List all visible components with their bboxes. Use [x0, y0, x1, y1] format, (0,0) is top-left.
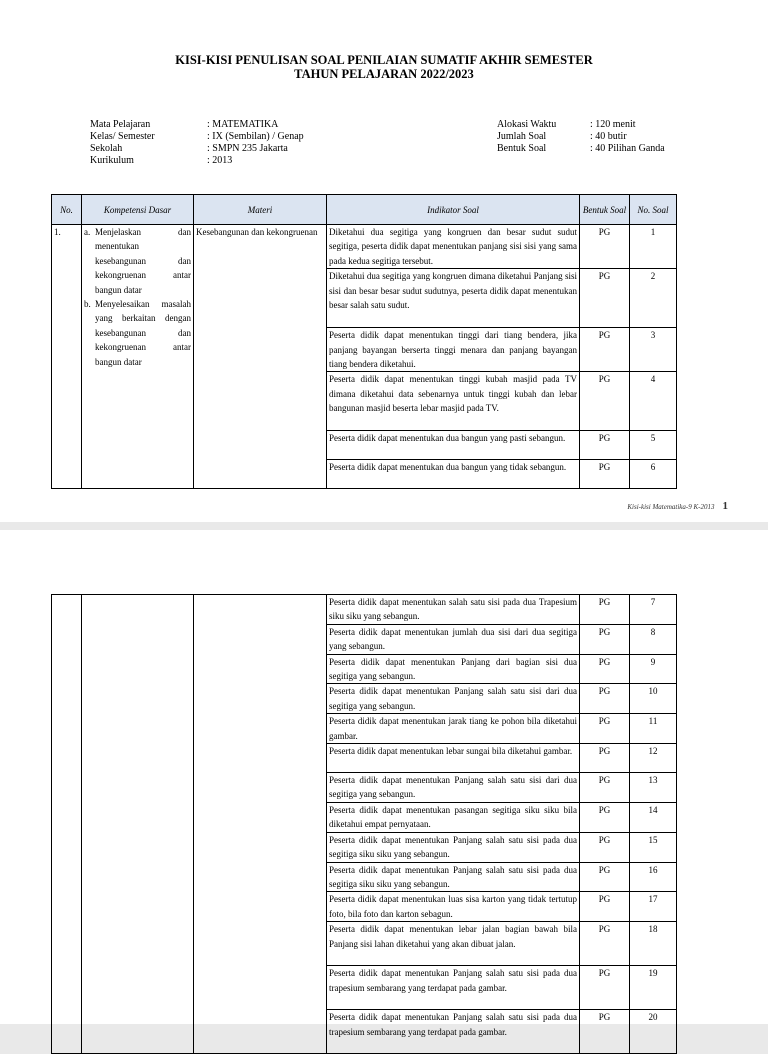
document-page-1 — [0, 0, 768, 522]
header-indikator-soal: Indikator Soal — [327, 195, 580, 225]
bentuk-soal-cell: PG — [580, 372, 630, 431]
info-value: : 2013 — [207, 155, 233, 166]
indikator-cell: Peserta didik dapat menentukan luas sisa karton yang tidak tertutup foto, bila foto dan karton sebagun. — [327, 892, 580, 922]
indikator-cell: Peserta didik dapat menentukan tinggi kubah masjid pada TV dimana diketahui data sebenarnya untuk tinggi kubah dan lebar bangunan masjid beserta lebar masjid pada TV. — [327, 372, 580, 431]
info-right — [497, 119, 665, 155]
info-label: Sekolah — [90, 143, 123, 154]
bentuk-soal-cell: PG — [580, 714, 630, 744]
materi-cell: Kesebangunan dan kekongruenan — [194, 225, 327, 489]
kompetensi-dasar-empty — [82, 595, 194, 1054]
header-materi: Materi — [194, 195, 327, 225]
indikator-cell: Peserta didik dapat menentukan Panjang salah satu sisi pada dua trapesium sembarang yang terdapat pada gambar. — [327, 1010, 580, 1054]
indikator-cell: Peserta didik dapat menentukan pasangan segitiga siku siku bila diketahui empat pernyataan. — [327, 802, 580, 832]
bentuk-soal-cell: PG — [580, 1010, 630, 1054]
no-soal-cell: 9 — [630, 654, 677, 684]
kompetensi-dasar-cell — [82, 225, 194, 489]
list-marker: b. — [84, 299, 91, 310]
no-soal-cell: 8 — [630, 624, 677, 654]
no-soal-cell: 5 — [630, 431, 677, 460]
indikator-cell: Peserta didik dapat menentukan lebar jalan bagian bawah bila Panjang sisi lahan diketahui yang akan dibuat jalan. — [327, 922, 580, 966]
bentuk-soal-cell: PG — [580, 922, 630, 966]
row-number-empty — [52, 595, 82, 1054]
no-soal-cell: 16 — [630, 862, 677, 892]
no-soal-cell: 12 — [630, 744, 677, 773]
no-soal-cell: 2 — [630, 269, 677, 328]
row-number: 1. — [52, 225, 82, 489]
indikator-cell: Peserta didik dapat menentukan jumlah dua sisi dari dua segitiga yang sebangun. — [327, 624, 580, 654]
bentuk-soal-cell: PG — [580, 654, 630, 684]
no-soal-cell: 10 — [630, 684, 677, 714]
info-value: : 120 menit — [590, 119, 636, 130]
bentuk-soal-cell: PG — [580, 595, 630, 625]
indikator-cell: Peserta didik dapat menentukan Panjang salah satu sisi pada dua trapesium sembarang yang terdapat pada gambar. — [327, 966, 580, 1010]
info-label: Bentuk Soal — [497, 143, 547, 154]
indikator-cell: Peserta didik dapat menentukan jarak tiang ke pohon bila diketahui gambar. — [327, 714, 580, 744]
bentuk-soal-cell: PG — [580, 892, 630, 922]
bentuk-soal-cell: PG — [580, 460, 630, 489]
header-kompetensi-dasar: Kompetensi Dasar — [82, 195, 194, 225]
info-label: Jumlah Soal — [497, 131, 547, 142]
indikator-cell: Peserta didik dapat menentukan tinggi dari tiang bendera, jika panjang bayangan berserta tinggi menara dan panjang bayangan tiang bendera diketahui. — [327, 328, 580, 372]
indikator-cell: Diketahui dua segitiga yang kongruen dimana diketahui Panjang sisi sisi dan besar besar sudut sudutnya, peserta didik dapat menentukan besar salah satu sudut. — [327, 269, 580, 328]
bentuk-soal-cell: PG — [580, 832, 630, 862]
bentuk-soal-cell: PG — [580, 225, 630, 269]
page-number: 1 — [722, 500, 728, 512]
no-soal-cell: 11 — [630, 714, 677, 744]
document-title: KISI-KISI PENULISAN SOAL PENILAIAN SUMATIF AKHIR SEMESTER — [175, 53, 593, 67]
no-soal-cell: 17 — [630, 892, 677, 922]
bentuk-soal-cell: PG — [580, 966, 630, 1010]
kisi-kisi-table — [51, 194, 677, 489]
list-marker: a. — [84, 227, 91, 237]
bentuk-soal-cell: PG — [580, 328, 630, 372]
info-value: : IX (Sembilan) / Genap — [207, 131, 304, 142]
bentuk-soal-cell: PG — [580, 773, 630, 803]
info-value: : 40 Pilihan Ganda — [590, 143, 665, 154]
indikator-cell: Peserta didik dapat menentukan Panjang dari bagian sisi dua segitiga yang sebangun. — [327, 654, 580, 684]
indikator-cell: Peserta didik dapat menentukan Panjang salah satu sisi pada dua segitiga siku siku yang sebangun. — [327, 862, 580, 892]
no-soal-cell: 6 — [630, 460, 677, 489]
info-value: : SMPN 235 Jakarta — [207, 143, 288, 154]
no-soal-cell: 4 — [630, 372, 677, 431]
indikator-cell: Peserta didik dapat menentukan dua bangun yang tidak sebangun. — [327, 460, 580, 489]
header-no: No. — [52, 195, 82, 225]
header-bentuk-soal: Bentuk Soal — [580, 195, 630, 225]
page-footer — [627, 500, 728, 512]
bentuk-soal-cell: PG — [580, 624, 630, 654]
kompetensi-dasar-b: Menyelesaikan masalah yang berkaitan dengan kesebangunan dan kekongruenan antar bangun datar — [95, 299, 191, 367]
no-soal-cell: 13 — [630, 773, 677, 803]
no-soal-cell: 15 — [630, 832, 677, 862]
indikator-cell: Peserta didik dapat menentukan Panjang salah satu sisi pada dua segitiga siku siku yang sebangun. — [327, 832, 580, 862]
bentuk-soal-cell: PG — [580, 802, 630, 832]
no-soal-cell: 3 — [630, 328, 677, 372]
indikator-cell: Peserta didik dapat menentukan dua bangun yang pasti sebangun. — [327, 431, 580, 460]
materi-empty — [194, 595, 327, 1054]
info-label: Mata Pelajaran — [90, 119, 151, 130]
info-label: Alokasi Waktu — [497, 119, 557, 130]
no-soal-cell: 20 — [630, 1010, 677, 1054]
info-left — [90, 119, 304, 167]
info-label: Kurikulum — [90, 155, 134, 166]
indikator-cell: Peserta didik dapat menentukan salah satu sisi pada dua Trapesium siku siku yang sebangun. — [327, 595, 580, 625]
indikator-cell: Peserta didik dapat menentukan Panjang salah satu sisi dari dua segitiga yang sebangun. — [327, 773, 580, 803]
kompetensi-dasar-a: Menjelaskan dan menentukan kesebangunan dan kekongruenan antar bangun datar — [95, 227, 191, 295]
no-soal-cell: 1 — [630, 225, 677, 269]
no-soal-cell: 7 — [630, 595, 677, 625]
document-page-2 — [0, 530, 768, 1037]
kisi-kisi-table-continued — [51, 594, 677, 1054]
bentuk-soal-cell: PG — [580, 431, 630, 460]
indikator-cell: Peserta didik dapat menentukan Panjang salah satu sisi dari dua segitiga yang sebangun. — [327, 684, 580, 714]
info-value: : 40 butir — [590, 131, 627, 142]
bentuk-soal-cell: PG — [580, 862, 630, 892]
info-label: Kelas/ Semester — [90, 131, 155, 142]
bentuk-soal-cell: PG — [580, 684, 630, 714]
header-no-soal: No. Soal — [630, 195, 677, 225]
no-soal-cell: 18 — [630, 922, 677, 966]
no-soal-cell: 19 — [630, 966, 677, 1010]
indikator-cell: Diketahui dua segitiga yang kongruen dan besar sudut sudut segitiga, peserta didik dapat menentukan panjang sisi sisi yang sama pada kedua segitiga tersebut. — [327, 225, 580, 269]
info-value: : MATEMATIKA — [207, 119, 279, 130]
bentuk-soal-cell: PG — [580, 269, 630, 328]
no-soal-cell: 14 — [630, 802, 677, 832]
document-subtitle: TAHUN PELAJARAN 2022/2023 — [294, 67, 474, 81]
indikator-cell: Peserta didik dapat menentukan lebar sungai bila diketahui gambar. — [327, 744, 580, 773]
footer-text: Kisi-kisi Matematika-9 K-2013 — [627, 503, 715, 511]
bentuk-soal-cell: PG — [580, 744, 630, 773]
